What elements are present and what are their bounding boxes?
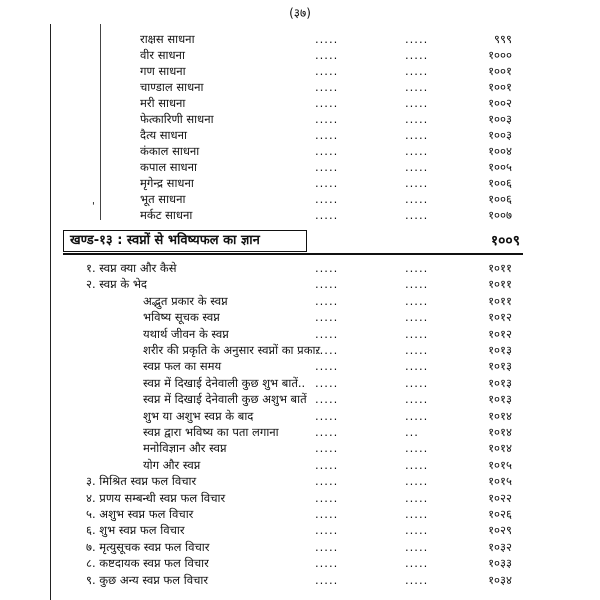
leader-dots: ..... — [405, 507, 429, 521]
leader-dots: ..... — [315, 32, 339, 46]
leader-dots: ..... — [405, 176, 429, 190]
toc-entry-page: १००६ — [488, 176, 512, 190]
leader-dots: ..... — [315, 310, 339, 325]
toc-entry-page: १०२६ — [488, 507, 512, 521]
toc-entry-page: १०१५ — [488, 457, 512, 472]
leader-dots: ..... — [315, 48, 339, 62]
leader-dots: ..... — [405, 261, 429, 275]
leader-dots: ..... — [315, 490, 339, 505]
toc-entry-title: फेत्कारिणी साधना — [140, 112, 214, 126]
leader-dots: ..... — [315, 572, 339, 587]
toc-entry-title: स्वप्न में दिखाई देनेवाली कुछ अशुभ बातें — [143, 392, 307, 407]
toc-entry-page: १००० — [488, 48, 512, 62]
leader-dots: ..... — [405, 310, 429, 325]
leader-dots: ..... — [405, 392, 429, 407]
leader-dots: ..... — [405, 277, 429, 292]
toc-entry-title: राक्षस साधना — [140, 32, 195, 46]
leader-dots: ..... — [315, 375, 339, 390]
toc-entry-page: १०११ — [488, 293, 512, 308]
toc-entry-page: १००२ — [488, 96, 512, 110]
leader-dots: ..... — [315, 192, 339, 206]
toc-entry-title: स्वप्न द्वारा भविष्य का पता लगाना — [143, 425, 279, 439]
leader-dots: ..... — [405, 128, 429, 142]
toc-entry — [0, 206, 600, 224]
toc-entry — [0, 259, 600, 277]
toc-entry — [0, 538, 600, 556]
leader-dots: ..... — [315, 128, 339, 142]
leader-dots: ..... — [405, 64, 429, 78]
toc-entry-title: ६. शुभ स्वप्न फल विचार — [86, 523, 185, 538]
section-page-number: १००९ — [490, 233, 520, 249]
toc-entry-page: १०१२ — [488, 326, 512, 341]
section-heading: खण्ड-१३ : स्वप्नों से भविष्यफल का ज्ञान — [70, 233, 260, 248]
toc-entry-page: १०१२ — [488, 310, 512, 325]
toc-entry-title: मरी साधना — [140, 96, 186, 110]
leader-dots: ..... — [315, 208, 339, 222]
toc-entry — [0, 325, 600, 343]
leader-dots: ..... — [405, 144, 429, 158]
leader-dots: ..... — [315, 441, 339, 456]
toc-entry-page: १०१४ — [488, 441, 512, 456]
toc-entry-title: २. स्वप्न के भेद — [86, 277, 148, 292]
toc-entry — [0, 554, 600, 572]
toc-entry-title: मृगेन्द्र साधना — [140, 176, 194, 190]
margin-tick: ' — [92, 201, 95, 212]
leader-dots: ..... — [405, 80, 429, 94]
leader-dots: ..... — [315, 160, 339, 174]
toc-entry-title: मनोविज्ञान और स्वप्न — [143, 441, 227, 456]
leader-dots: ..... — [405, 441, 429, 456]
toc-entry-page: १०२२ — [488, 490, 512, 505]
toc-entry — [0, 571, 600, 589]
leader-dots: ..... — [315, 343, 339, 357]
leader-dots: ..... — [405, 359, 429, 374]
toc-entry-page: १०११ — [488, 261, 512, 275]
toc-entry — [0, 341, 600, 359]
leader-dots: ..... — [315, 457, 339, 472]
toc-entry — [0, 472, 600, 490]
leader-dots: ..... — [315, 176, 339, 190]
leader-dots: ..... — [405, 457, 429, 472]
toc-entry — [0, 308, 600, 326]
toc-entry-page: १०१३ — [488, 375, 512, 390]
leader-dots: ..... — [405, 474, 429, 489]
leader-dots: ..... — [405, 48, 429, 62]
toc-entry-page: १००१ — [488, 64, 512, 78]
leader-dots: ..... — [405, 572, 429, 587]
toc-entry — [0, 275, 600, 293]
toc-entry-title: ९. कुछ अन्य स्वप्न फल विचार — [86, 572, 209, 587]
toc-entry-title: शरीर की प्रकृति के अनुसार स्वप्नों का प्रकार — [143, 343, 321, 357]
toc-entry-page: १०३४ — [488, 572, 512, 587]
toc-entry-title: १. स्वप्न क्या और कैसे — [86, 261, 177, 275]
toc-entry — [0, 292, 600, 310]
leader-dots: ..... — [315, 408, 339, 423]
leader-dots: ..... — [315, 277, 339, 292]
toc-entry-title: यथार्थ जीवन के स्वप्न — [143, 326, 229, 341]
page-number: (३७) — [289, 6, 311, 20]
leader-dots: ..... — [405, 326, 429, 341]
leader-dots: ..... — [405, 112, 429, 126]
toc-entry-page: १००६ — [488, 192, 512, 206]
toc-entry-title: भविष्य सूचक स्वप्न — [143, 310, 220, 325]
toc-entry-title: ७. मृत्युसूचक स्वप्न फल विचार — [86, 539, 210, 554]
toc-entry-page: १०१३ — [488, 343, 512, 357]
leader-dots: ..... — [405, 343, 429, 357]
toc-entry-title: अद्भुत प्रकार के स्वप्न — [143, 293, 228, 308]
toc-entry — [0, 489, 600, 507]
leader-dots: ..... — [315, 96, 339, 110]
leader-dots: ..... — [405, 208, 429, 222]
leader-dots: ..... — [405, 293, 429, 308]
toc-entry-title: स्वप्न फल का समय — [143, 359, 222, 374]
leader-dots: ..... — [405, 408, 429, 423]
toc-entry-title: कपाल साधना — [140, 160, 197, 174]
leader-dots: ..... — [315, 425, 339, 439]
leader-dots: ..... — [405, 32, 429, 46]
toc-entry-title: ४. प्रणय सम्बन्धी स्वप्न फल विचार — [86, 490, 226, 505]
toc-entry — [0, 423, 600, 441]
leader-dots: ..... — [315, 392, 339, 407]
toc-entry-page: १०१४ — [488, 425, 512, 439]
leader-dots: ..... — [405, 490, 429, 505]
leader-dots: ..... — [315, 474, 339, 489]
toc-entry-page: १०२९ — [488, 523, 512, 538]
toc-entry-title: भूत साधना — [140, 192, 186, 206]
toc-entry-page: १०३३ — [488, 556, 512, 571]
toc-entry-page: १००५ — [488, 160, 512, 174]
toc-entry-title: गण साधना — [140, 64, 186, 78]
leader-dots: ..... — [315, 112, 339, 126]
leader-dots: ..... — [405, 556, 429, 571]
toc-entry-page: १००४ — [488, 144, 512, 158]
leader-dots: ..... — [315, 359, 339, 374]
toc-entry-page: १०३२ — [488, 539, 512, 554]
toc-entry-page: १०१४ — [488, 408, 512, 423]
toc-entry-title: ३. मिश्रित स्वप्न फल विचार — [86, 474, 197, 489]
toc-entry-page: १००३ — [488, 112, 512, 126]
leader-dots: ..... — [315, 507, 339, 521]
toc-entry-title: ८. कष्टदायक स्वप्न फल विचार — [86, 556, 209, 571]
toc-entry-title: दैत्य साधना — [140, 128, 187, 142]
toc-entry-title: मर्कट साधना — [140, 208, 193, 222]
toc-entry-title: वीर साधना — [140, 48, 185, 62]
leader-dots: ..... — [315, 539, 339, 554]
leader-dots: ..... — [405, 375, 429, 390]
toc-entry-page: १०१३ — [488, 359, 512, 374]
toc-entry — [0, 374, 600, 392]
leader-dots: ..... — [315, 293, 339, 308]
leader-dots: ..... — [405, 96, 429, 110]
section-rule — [63, 253, 523, 255]
toc-entry-title: कंकाल साधना — [140, 144, 200, 158]
leader-dots: ..... — [315, 261, 339, 275]
toc-entry-page: १००१ — [488, 80, 512, 94]
leader-dots: ..... — [405, 539, 429, 554]
toc-entry — [0, 357, 600, 375]
leader-dots: ..... — [405, 192, 429, 206]
toc-entry — [0, 521, 600, 539]
toc-entry-page: १००३ — [488, 128, 512, 142]
toc-entry-title: स्वप्न में दिखाई देनेवाली कुछ शुभ बातें.. — [143, 375, 306, 390]
leader-dots: ..... — [405, 523, 429, 538]
leader-dots: ..... — [315, 523, 339, 538]
toc-entry-page: १००७ — [488, 208, 512, 222]
toc-entry-title: शुभ या अशुभ स्वप्न के बाद — [143, 408, 254, 423]
toc-entry — [0, 390, 600, 408]
toc-entry-page: १०१५ — [488, 474, 512, 489]
leader-dots: ..... — [315, 144, 339, 158]
leader-dots: ..... — [315, 326, 339, 341]
leader-dots: ..... — [405, 160, 429, 174]
toc-entry — [0, 407, 600, 425]
toc-entry-title: योग और स्वप्न — [143, 457, 201, 472]
leader-dots: ... — [405, 425, 419, 439]
toc-entry-page: १०१३ — [488, 392, 512, 407]
leader-dots: ..... — [315, 556, 339, 571]
toc-entry — [0, 439, 600, 457]
toc-entry-title: ५. अशुभ स्वप्न फल विचार — [86, 507, 194, 521]
leader-dots: ..... — [315, 80, 339, 94]
toc-entry — [0, 456, 600, 474]
toc-entry-page: ९९९ — [494, 32, 512, 46]
toc-entry-title: चाण्डाल साधना — [140, 80, 204, 94]
toc-entry — [0, 505, 600, 523]
toc-entry-page: १०११ — [488, 277, 512, 292]
leader-dots: ..... — [315, 64, 339, 78]
